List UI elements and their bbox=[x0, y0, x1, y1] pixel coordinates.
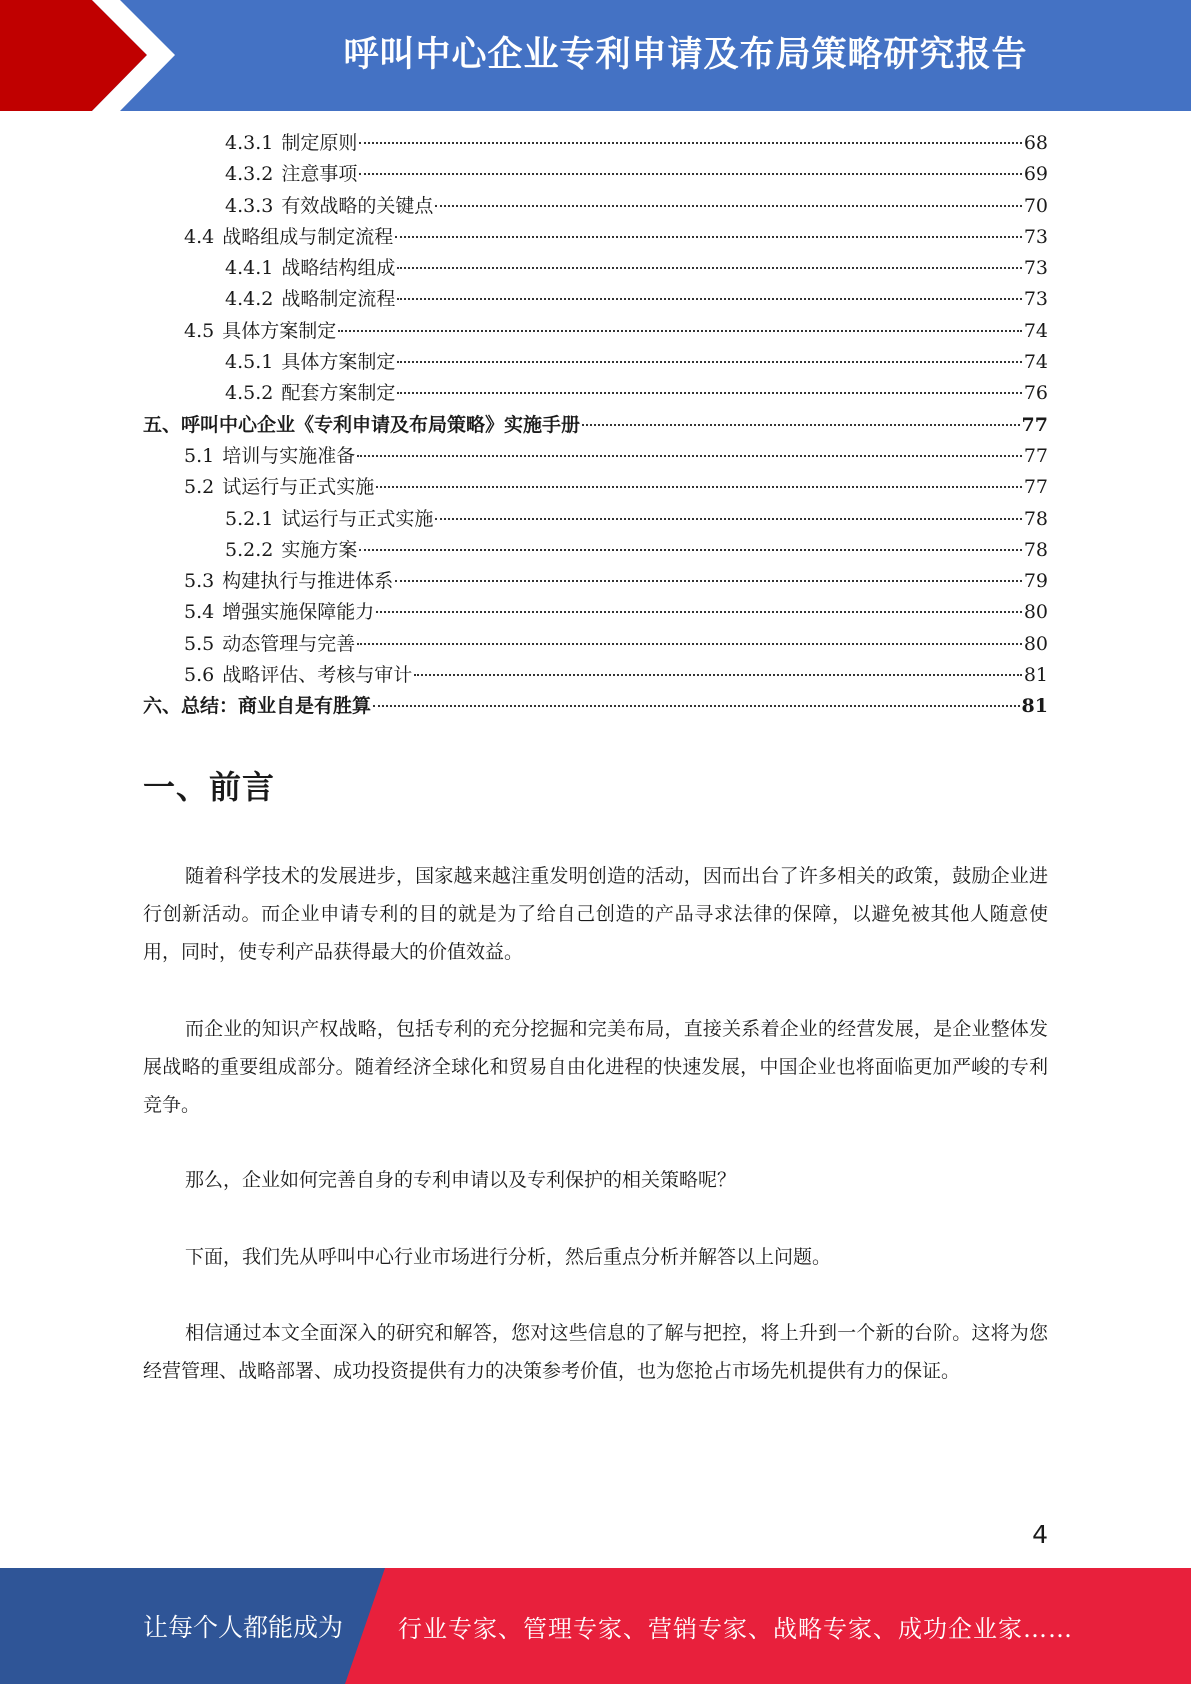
page-number: 4 bbox=[1032, 1520, 1048, 1549]
toc-entry[interactable] bbox=[143, 504, 1048, 535]
paragraph: 下面，我们先从呼叫中心行业市场进行分析，然后重点分析并解答以上问题。 bbox=[185, 1246, 832, 1268]
toc-entry-title: 配套方案制定 bbox=[281, 382, 396, 405]
toc-entry-title: 动态管理与完善 bbox=[222, 632, 356, 655]
toc-entry-title: 战略组成与制定流程 bbox=[222, 225, 394, 248]
toc-entry-page: 74 bbox=[1023, 319, 1048, 342]
toc-entry-number: 5.4 bbox=[184, 601, 215, 624]
toc-leader-dots bbox=[359, 142, 1021, 144]
toc-entry-title: 具体方案制定 bbox=[222, 319, 337, 342]
toc-leader-dots bbox=[373, 705, 1020, 707]
toc-leader-dots bbox=[397, 392, 1021, 394]
toc-entry-page: 76 bbox=[1023, 382, 1048, 405]
paragraph: 那么，企业如何完善自身的专利申请以及专利保护的相关策略呢？ bbox=[185, 1169, 737, 1191]
section-title: 一、前言 bbox=[143, 768, 276, 806]
toc-entry-page: 81 bbox=[1023, 664, 1048, 687]
toc-entry[interactable] bbox=[143, 660, 1048, 691]
toc-entry-title: 增强实施保障能力 bbox=[222, 601, 375, 624]
toc-entry-title: 注意事项 bbox=[281, 163, 358, 186]
toc-entry[interactable] bbox=[143, 535, 1048, 566]
toc-leader-dots bbox=[359, 549, 1021, 551]
toc-entry[interactable] bbox=[143, 378, 1048, 409]
toc-entry-page: 68 bbox=[1023, 132, 1048, 154]
toc-entry[interactable] bbox=[143, 284, 1048, 315]
toc-leader-dots bbox=[338, 330, 1022, 332]
toc-entry-title: 五、呼叫中心企业《专利申请及布局策略》实施手册 bbox=[143, 413, 581, 436]
toc-entry-number: 5.3 bbox=[184, 570, 215, 593]
toc-entry[interactable] bbox=[143, 441, 1048, 472]
toc-entry-title: 战略结构组成 bbox=[281, 257, 396, 280]
toc-entry-title: 试运行与正式实施 bbox=[222, 476, 375, 499]
toc-entry-number: 4.4 bbox=[184, 225, 215, 248]
toc-leader-dots bbox=[582, 424, 1020, 426]
toc-leader-dots bbox=[397, 267, 1021, 269]
toc-entry-number: 4.4.2 bbox=[225, 288, 274, 311]
report-title: 呼叫中心企业专利申请及布局策略研究报告 bbox=[343, 35, 1028, 75]
toc-entry[interactable] bbox=[143, 316, 1048, 347]
toc-entry-title: 试运行与正式实施 bbox=[281, 507, 434, 530]
paragraph: 相信通过本文全面深入的研究和解答，您对这些信息的了解与把控，将上升到一个新的台阶。这将为您经营管理、战略部署、成功投资提供有力的决策参考价值，也为您抢占市场先机提供有力的保证。 bbox=[143, 1322, 1048, 1382]
toc-entry-page: 80 bbox=[1023, 601, 1048, 624]
toc-entry-page: 69 bbox=[1023, 163, 1048, 186]
toc-entry[interactable] bbox=[143, 347, 1048, 378]
paragraph: 而企业的知识产权战略，包括专利的充分挖掘和完美布局，直接关系着企业的经营发展，是企业整体发展战略的重要组成部分。随着经济全球化和贸易自由化进程的快速发展，中国企业也将面临更加严峻的专利竞争。 bbox=[143, 1018, 1048, 1116]
page-header bbox=[0, 0, 1191, 111]
toc-entry-number: 4.3.2 bbox=[225, 163, 274, 186]
toc-leader-dots bbox=[376, 611, 1022, 613]
toc-leader-dots bbox=[414, 674, 1022, 676]
toc-entry[interactable] bbox=[143, 410, 1048, 441]
toc-entry-title: 六、总结：商业自是有胜算 bbox=[143, 695, 372, 718]
footer-slogan-left: 让每个人都能成为 bbox=[143, 1613, 344, 1642]
toc-entry-number: 4.4.1 bbox=[225, 257, 274, 280]
toc-entry-title: 具体方案制定 bbox=[281, 351, 396, 374]
toc-entry-title: 战略评估、考核与审计 bbox=[222, 664, 413, 687]
toc-entry-number: 4.3.3 bbox=[225, 194, 274, 217]
toc-entry-page: 70 bbox=[1023, 194, 1048, 217]
toc-entry-page: 73 bbox=[1023, 257, 1048, 280]
toc-entry-number: 4.5.1 bbox=[225, 351, 274, 374]
toc-leader-dots bbox=[395, 236, 1022, 238]
toc-entry-page: 79 bbox=[1023, 570, 1048, 593]
toc-leader-dots bbox=[435, 205, 1021, 207]
toc-entry-number: 4.3.1 bbox=[225, 132, 274, 154]
toc-entry-page: 77 bbox=[1023, 476, 1048, 499]
toc-entry-title: 有效战略的关键点 bbox=[281, 194, 434, 217]
toc-entry-page: 74 bbox=[1023, 351, 1048, 374]
toc-entry-page: 78 bbox=[1023, 538, 1048, 561]
toc-leader-dots bbox=[359, 173, 1021, 175]
footer-slogan-right: 行业专家、管理专家、营销专家、战略专家、成功企业家…… bbox=[398, 1614, 1073, 1643]
toc-leader-dots bbox=[357, 643, 1022, 645]
toc-entry[interactable] bbox=[143, 159, 1048, 190]
toc-entry[interactable] bbox=[143, 128, 1048, 159]
paragraph: 随着科学技术的发展进步，国家越来越注重发明创造的活动，因而出台了许多相关的政策，鼓励企业进行创新活动。而企业申请专利的目的就是为了给自己创造的产品寻求法律的保障，以避免被其他人随意使用，同时，使专利产品获得最大的价值效益。 bbox=[143, 865, 1048, 963]
toc-entry[interactable] bbox=[143, 566, 1048, 597]
toc-leader-dots bbox=[397, 361, 1021, 363]
toc-entry-number: 5.2.1 bbox=[225, 507, 274, 530]
toc-entry-page: 73 bbox=[1023, 288, 1048, 311]
toc-entry-number: 5.2 bbox=[184, 476, 215, 499]
toc-entry[interactable] bbox=[143, 629, 1048, 660]
toc-entry-number: 4.5 bbox=[184, 319, 215, 342]
toc-entry-number: 5.2.2 bbox=[225, 538, 274, 561]
toc-entry-page: 78 bbox=[1023, 507, 1048, 530]
toc-entry-page: 81 bbox=[1021, 695, 1048, 718]
toc-leader-dots bbox=[376, 486, 1022, 488]
toc-entry[interactable] bbox=[143, 191, 1048, 222]
toc-entry-page: 80 bbox=[1023, 632, 1048, 655]
toc-entry[interactable] bbox=[143, 597, 1048, 628]
toc-entry-title: 实施方案 bbox=[281, 538, 358, 561]
toc-entry-title: 战略制定流程 bbox=[281, 288, 396, 311]
toc-entry-page: 73 bbox=[1023, 225, 1048, 248]
toc-entry[interactable] bbox=[143, 222, 1048, 253]
toc-entry[interactable] bbox=[143, 691, 1048, 722]
toc-leader-dots bbox=[435, 518, 1021, 520]
toc-leader-dots bbox=[397, 298, 1021, 300]
toc-entry-page: 77 bbox=[1023, 444, 1048, 467]
toc-entry-title: 构建执行与推进体系 bbox=[222, 570, 394, 593]
toc-leader-dots bbox=[357, 455, 1022, 457]
toc-entry[interactable] bbox=[143, 472, 1048, 503]
toc-entry-page: 77 bbox=[1021, 413, 1048, 436]
toc-entry[interactable] bbox=[143, 253, 1048, 284]
toc-leader-dots bbox=[395, 580, 1022, 582]
toc-entry-title: 制定原则 bbox=[281, 132, 358, 154]
toc-entry-title: 培训与实施准备 bbox=[222, 444, 356, 467]
toc-entry-number: 4.5.2 bbox=[225, 382, 274, 405]
toc-entry-number: 5.1 bbox=[184, 444, 215, 467]
table-of-contents bbox=[143, 128, 1048, 723]
page-footer bbox=[0, 1568, 1191, 1684]
toc-entry-number: 5.6 bbox=[184, 664, 215, 687]
toc-entry-number: 5.5 bbox=[184, 632, 215, 655]
